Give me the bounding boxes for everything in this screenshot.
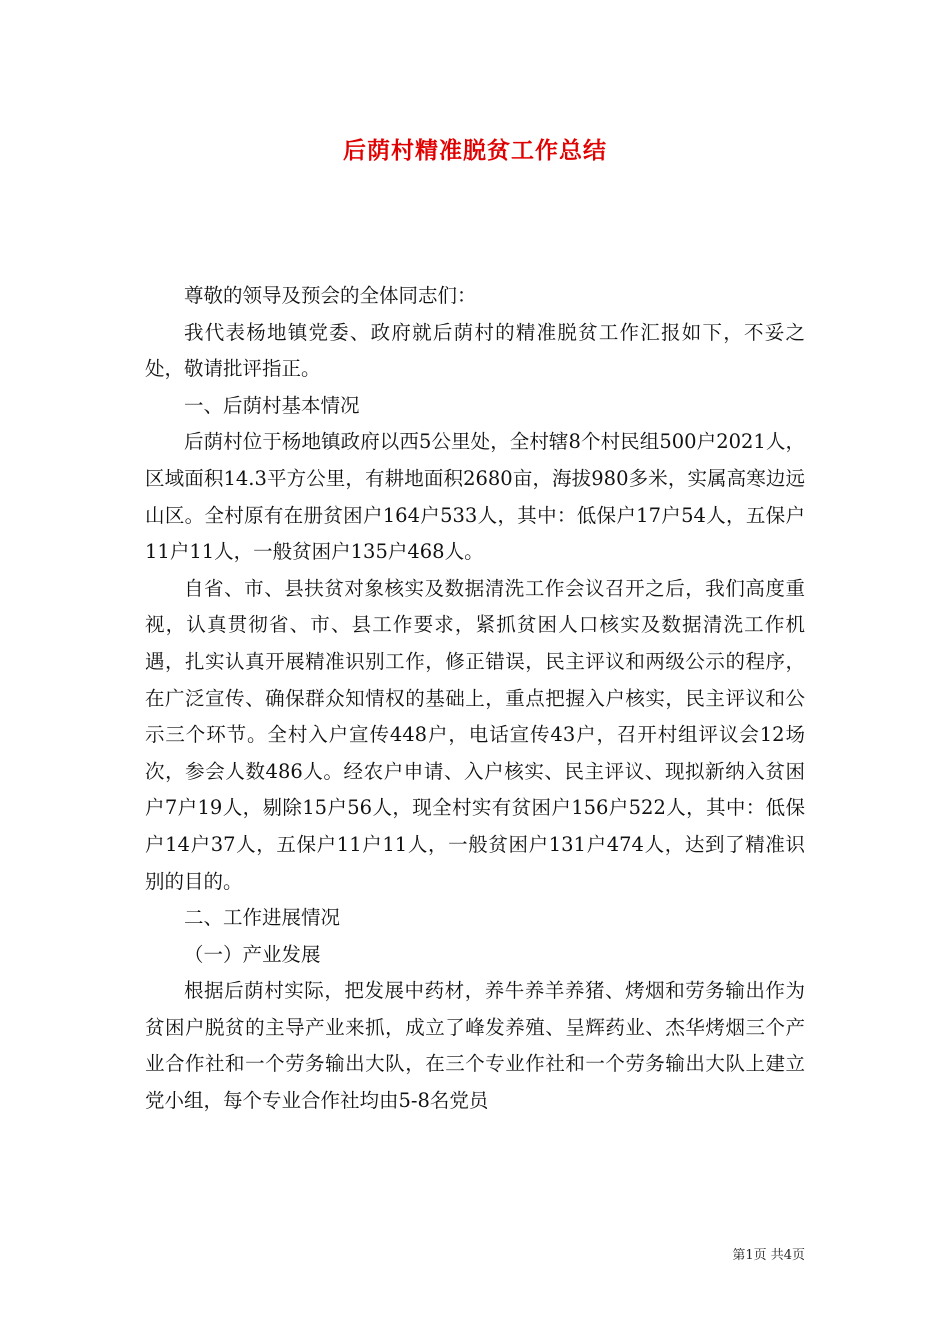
section-heading-progress: 二、工作进展情况 <box>184 906 341 930</box>
paragraph-intro: 我代表杨地镇党委、政府就后荫村的精准脱贫工作汇报如下，不妥之处，敬请批评指正。 <box>145 320 805 381</box>
paragraph-salutation: 尊敬的领导及预会的全体同志们： <box>184 284 477 307</box>
page-number-footer: 第1页 共4页 <box>732 1248 805 1263</box>
document-body <box>145 278 805 1120</box>
section-heading-basic-situation: 一、后荫村基本情况 <box>184 393 360 417</box>
document-title: 后荫村精准脱贫工作总结 <box>343 137 607 164</box>
subsection-heading-industry: （一）产业发展 <box>184 942 321 966</box>
paragraph-village-overview: 后荫村位于杨地镇政府以西5公里处，全村辖8个村民组500户2021人，区域面积14.3平方公里，有耕地面积2680亩，海拔980多米，实属高寒边远山区。全村原有在册贫困户164户533人，其中：低保户17户54人，五保户11户11人，一般贫困户135户468人。 <box>145 430 805 564</box>
paragraph-identification-work: 自省、市、县扶贫对象核实及数据清洗工作会议召开之后，我们高度重视，认真贯彻省、市、县工作要求，紧抓贫困人口核实及数据清洗工作机遇，扎实认真开展精准识别工作，修正错误，民主评议和两级公示的程序，在广泛宣传、确保群众知情权的基础上，重点把握入户核实，民主评议和公示三个环节。全村入户宣传448户，电话宣传43户，召开村组评议会12场次，参会人数486人。经农户申请、入户核实、民主评议、现拟新纳入贫困户7户19人，剔除15户56人，现全村实有贫困户156户522人，其中：低保户14户37人，五保户11户11人，一般贫困户131户474人，达到了精准识别的目的。 <box>145 576 805 893</box>
paragraph-industry-development: 根据后荫村实际，把发展中药材，养牛养羊养猪、烤烟和劳务输出作为贫困户脱贫的主导产业来抓，成立了峰发养殖、呈辉药业、杰华烤烟三个产业合作社和一个劳务输出大队，在三个专业作社和一个劳务输出大队上建立党小组，每个专业合作社均由5-8名党员 <box>145 979 805 1113</box>
